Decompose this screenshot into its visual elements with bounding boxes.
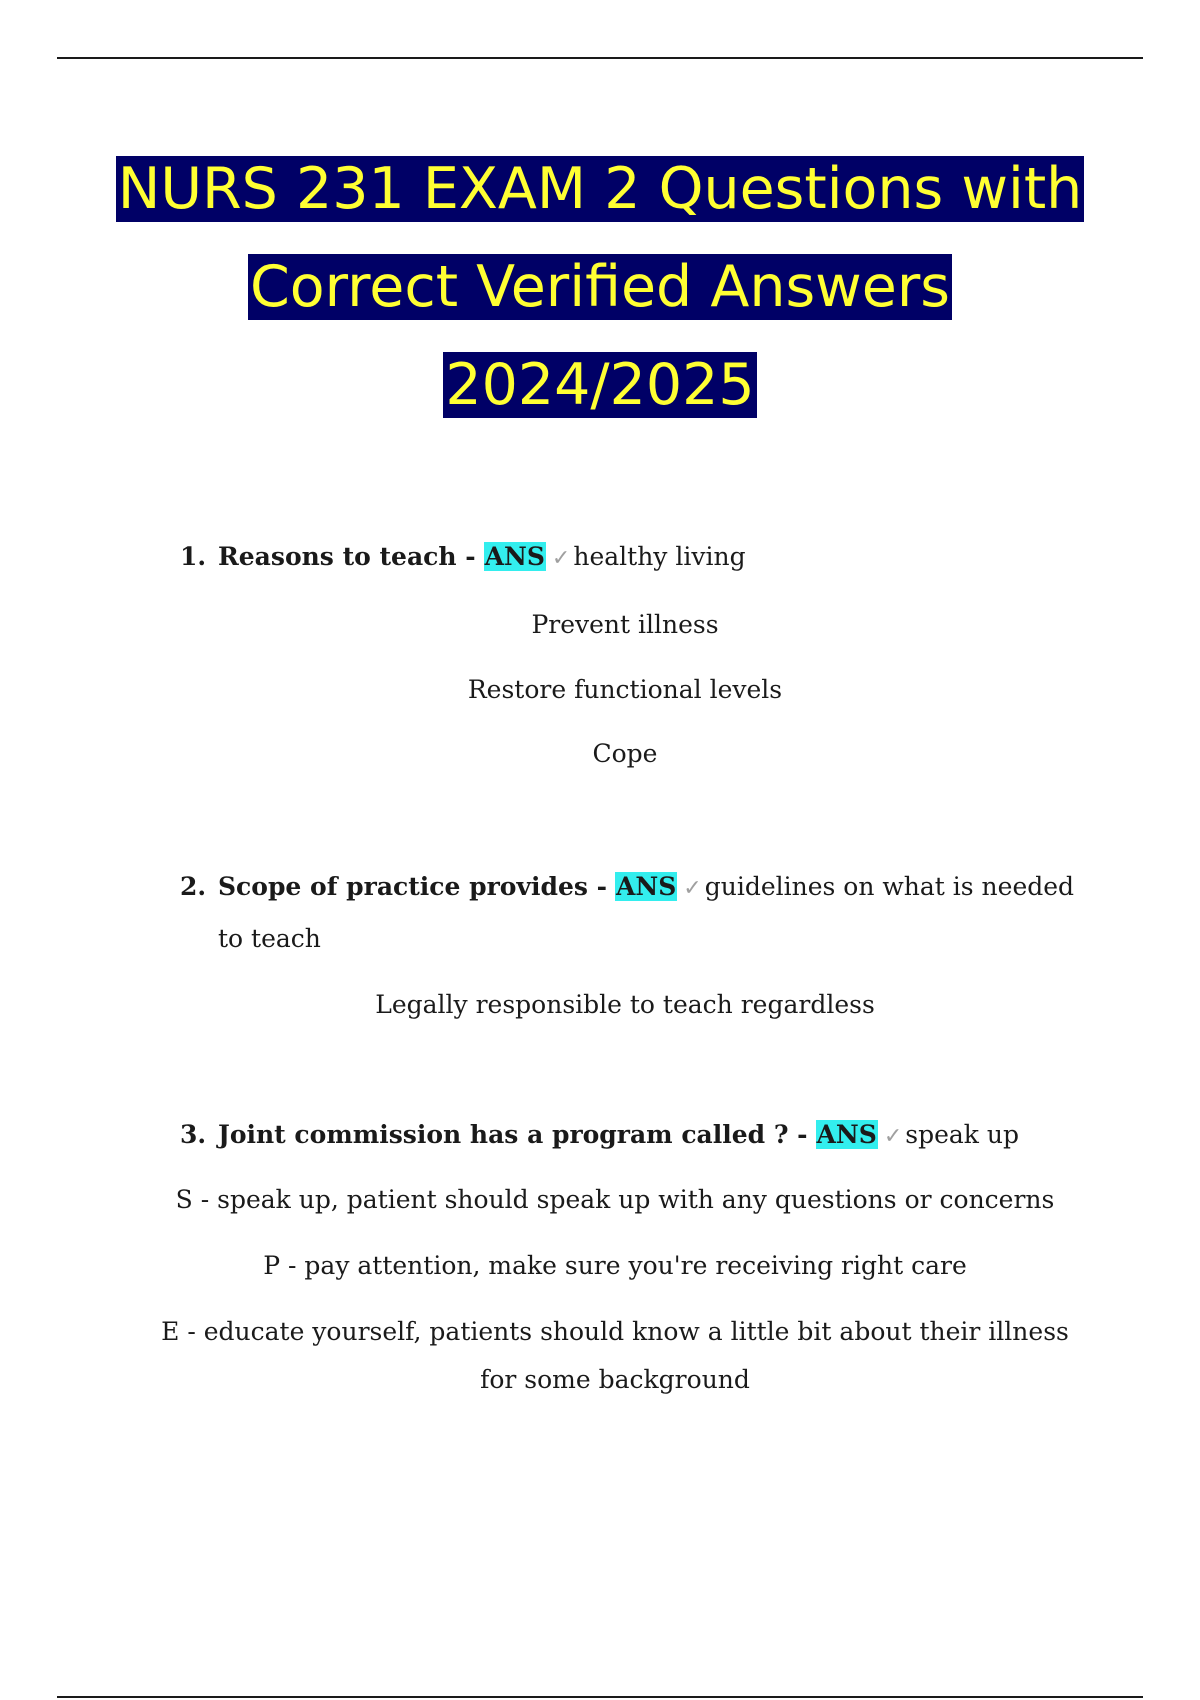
- question-number: 2.: [180, 872, 207, 901]
- title-line-2: Correct Verified Answers: [250, 254, 950, 320]
- answer-line: Restore functional levels: [467, 675, 783, 704]
- answer-line: P - pay attention, make sure you're receiving right care: [263, 1251, 967, 1280]
- answer-line: Cope: [592, 739, 658, 768]
- question-head: [180, 532, 1090, 584]
- top-rule: [57, 57, 1143, 59]
- question-head: [180, 1110, 1090, 1162]
- question-number: 1.: [180, 542, 207, 571]
- answer-text: guidelines on what is needed to teach: [218, 872, 1075, 953]
- answer-line: S - speak up, patient should speak up with any questions or concerns: [175, 1185, 1055, 1214]
- title-line-1: NURS 231 EXAM 2 Questions with: [117, 156, 1083, 222]
- check-icon: ✓: [551, 546, 571, 571]
- document-title: [100, 140, 1100, 434]
- check-icon: ✓: [883, 1124, 903, 1149]
- question-head: [180, 862, 1090, 964]
- ans-tag: ANS: [615, 872, 677, 901]
- answer-text: speak up: [905, 1120, 1019, 1149]
- answer-line: Prevent illness: [531, 610, 719, 639]
- answer-line: Legally responsible to teach regardless: [375, 990, 875, 1019]
- title-line-3: 2024/2025: [445, 352, 755, 418]
- question-text: Reasons to teach -: [218, 542, 476, 571]
- question-item-2: [180, 862, 1090, 1029]
- question-text: Joint commission has a program called ? -: [218, 1120, 808, 1149]
- check-icon: ✓: [683, 876, 702, 901]
- ans-tag: ANS: [816, 1120, 877, 1149]
- ans-tag: ANS: [484, 542, 545, 571]
- question-item-1: [180, 532, 1090, 778]
- bottom-rule: [57, 1696, 1143, 1698]
- answer-text: healthy living: [573, 542, 746, 571]
- question-item-3: [180, 1110, 1090, 1162]
- question-number: 3.: [180, 1120, 207, 1149]
- answer-line: E - educate yourself, patients should know a little bit about their illness for some background: [161, 1317, 1069, 1394]
- question-text: Scope of practice provides -: [218, 872, 608, 901]
